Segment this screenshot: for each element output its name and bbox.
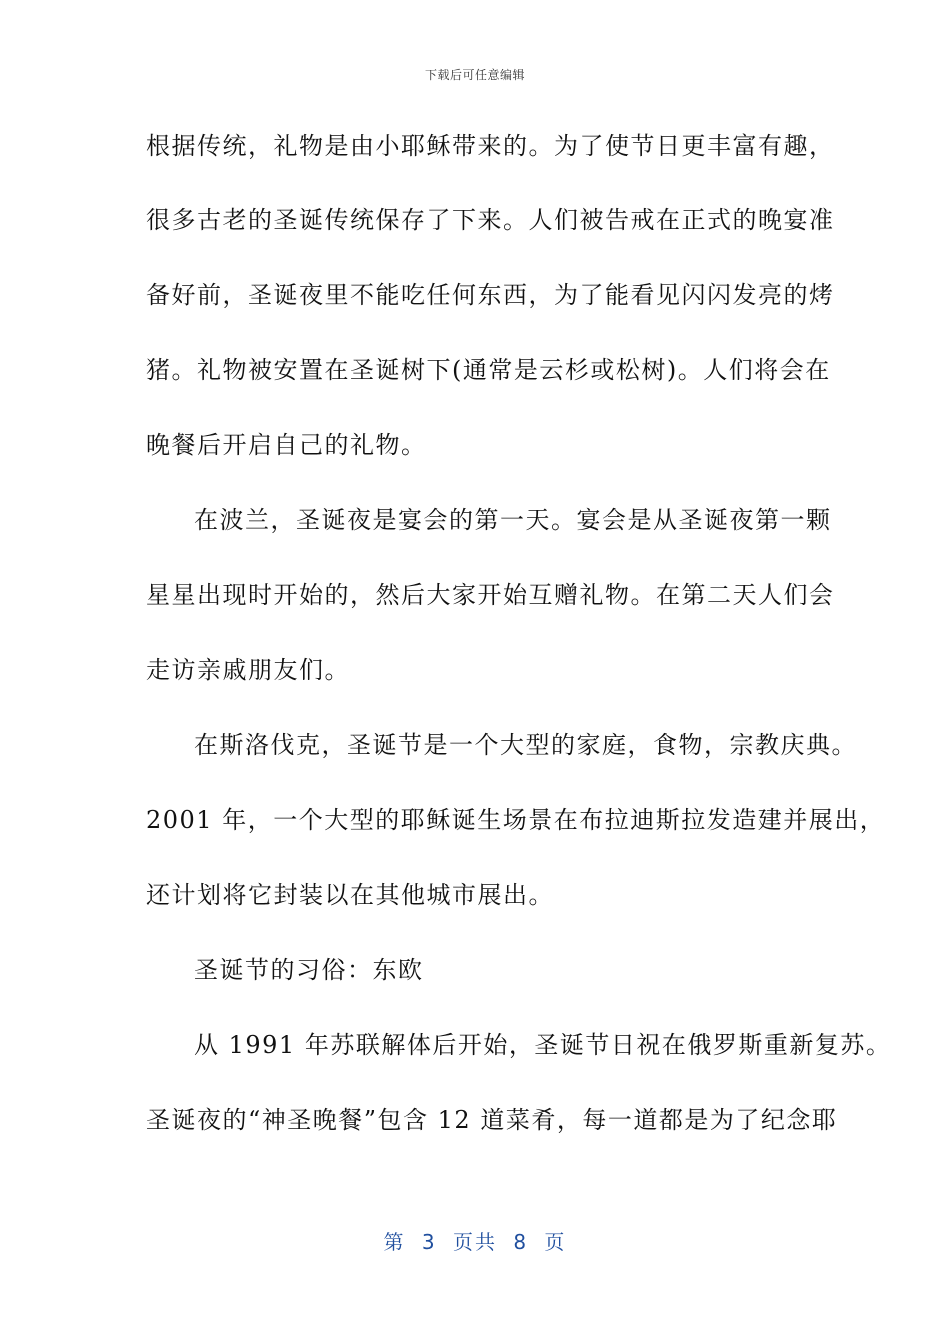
paragraph-line: 根据传统，礼物是由小耶稣带来的。为了使节日更丰富有趣， [146,132,835,160]
paragraph-line: 走访亲戚朋友们。 [146,656,350,684]
paragraph-line: 还计划将它封装以在其他城市展出。 [146,881,554,909]
paragraph-line: 备好前，圣诞夜里不能吃任何东西，为了能看见闪闪发亮的烤 [146,281,835,309]
paragraph-line: 猪。礼物被安置在圣诞树下(通常是云杉或松树)。人们将会在 [146,356,831,384]
paragraph-line: 圣诞夜的“神圣晚餐”包含 12 道菜肴，每一道都是为了纪念耶 [146,1106,838,1134]
paragraph-line: 晚餐后开启自己的礼物。 [146,431,427,459]
paragraph-line: 在斯洛伐克，圣诞节是一个大型的家庭，食物，宗教庆典。 [194,731,857,759]
paragraph-line: 星星出现时开始的，然后大家开始互赠礼物。在第二天人们会 [146,581,835,609]
page-number: 第 3 页共 8 页 [383,1230,567,1254]
paragraph-line: 在波兰，圣诞夜是宴会的第一天。宴会是从圣诞夜第一颗 [194,506,832,534]
paragraph-line: 很多古老的圣诞传统保存了下来。人们被告戒在正式的晚宴准 [146,206,835,234]
paragraph-line: 2001 年，一个大型的耶稣诞生场景在布拉迪斯拉发造建并展出， [146,806,886,834]
section-heading: 圣诞节的习俗：东欧 [194,956,424,984]
header-note: 下载后可任意编辑 [424,68,525,82]
paragraph-line: 从 1991 年苏联解体后开始，圣诞节日祝在俄罗斯重新复苏。 [194,1031,892,1059]
